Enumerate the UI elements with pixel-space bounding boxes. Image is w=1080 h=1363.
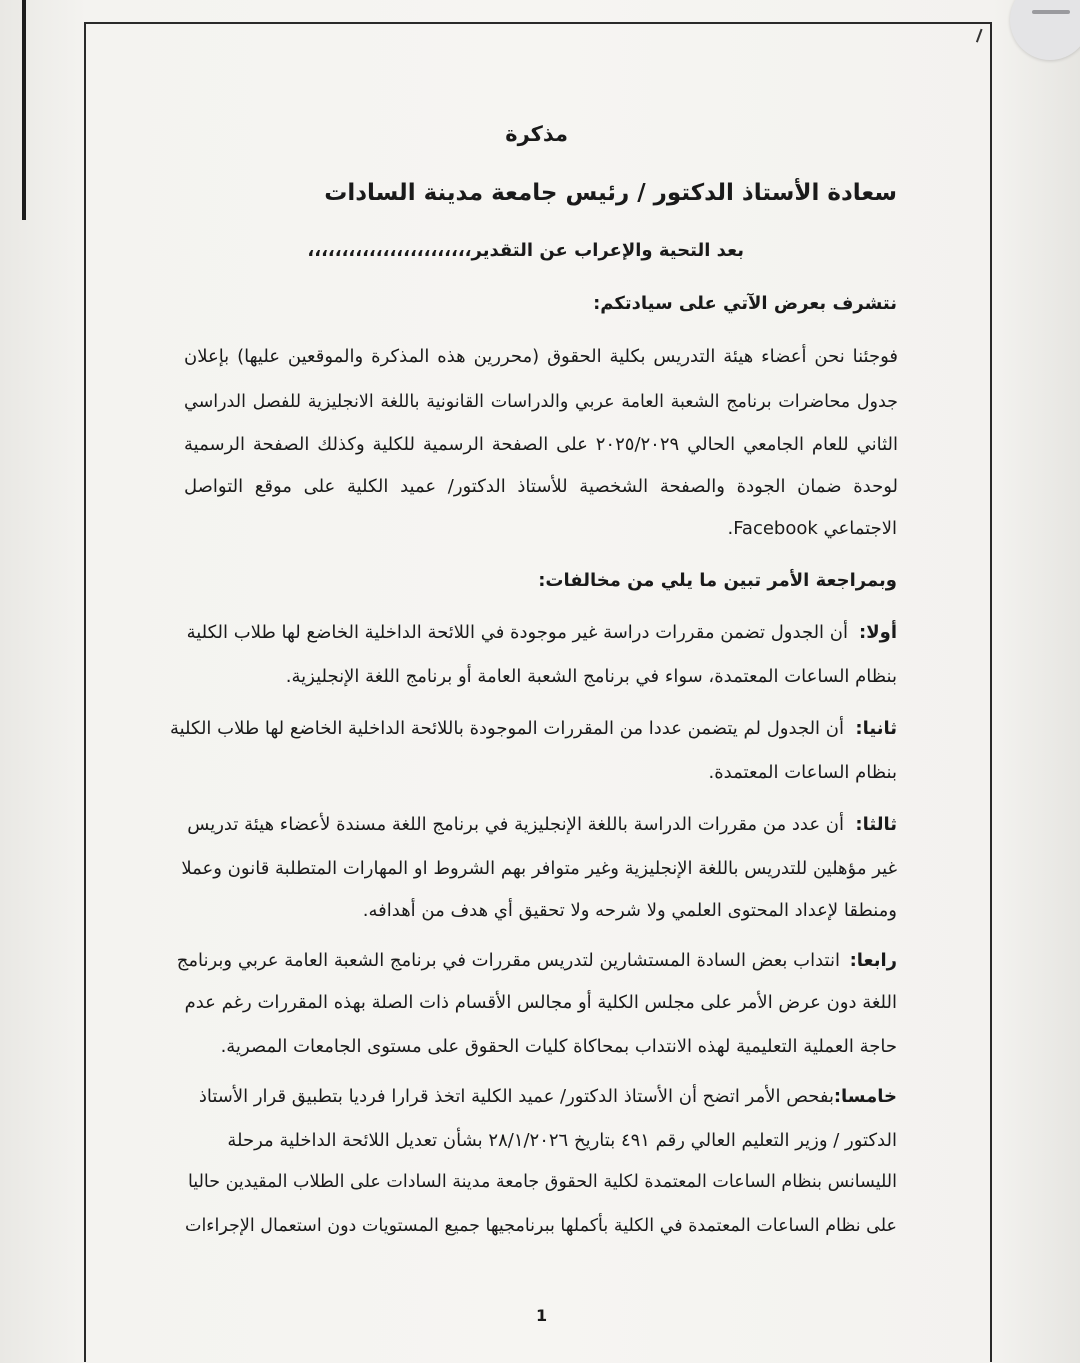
scan-edge-shadow <box>22 0 26 220</box>
intro-line: نتشرف بعرض الآتي على سيادتكم: <box>593 293 897 314</box>
page-frame <box>84 22 992 1362</box>
greeting: بعد التحية والإعراب عن التقدير،،،،،،،،،،،،،،،،،،،،،،،، <box>307 240 744 261</box>
point-line: الليسانس بنظام الساعات المعتمدة لكلية الحقوق جامعة مدينة السادات على الطلاب المقيدين حاليا <box>187 1172 897 1192</box>
point-line: بنظام الساعات المعتمدة. <box>708 762 897 783</box>
point-label-third: ثالثا: <box>855 814 897 835</box>
point-line: بفحص الأمر اتضح أن الأستاذ الدكتور/ عميد الكلية اتخذ قرارا فرديا بتطبيق قرار الأستاذ <box>198 1086 834 1107</box>
point-text: أن الجدول تضمن مقررات دراسة غير موجودة في اللائحة الداخلية الخاضع لها طلاب الكلية <box>186 622 848 643</box>
paragraph-line: فوجئنا نحن أعضاء هيئة التدريس بكلية الحقوق (محررين هذه المذكرة والموقعين عليها) بإعلان <box>184 346 898 367</box>
point-label-fourth: رابعا: <box>849 950 897 971</box>
point-label-first: أولا: <box>859 622 897 643</box>
point-line: اللغة دون عرض الأمر على مجلس الكلية أو مجالس الأقسام ذات الصلة بهذه المقررات رغم عدم <box>184 992 897 1013</box>
point-line: على نظام الساعات المعتمدة في الكلية بأكملها ببرنامجيها جميع المستويات دون استعمال الإجراءات <box>184 1216 897 1236</box>
point-line: غير مؤهلين للتدريس باللغة الإنجليزية وغير متوافر بهم الشروط او المهارات المتطلبة قانون وعملا <box>181 858 897 879</box>
point-line: بنظام الساعات المعتمدة، سواء في برنامج الشعبة العامة أو برنامج اللغة الإنجليزية. <box>285 666 897 687</box>
review-heading: وبمراجعة الأمر تبين ما يلي من مخالفات: <box>538 570 897 591</box>
paragraph-line: لوحدة ضمان الجودة والصفحة الشخصية للأستاذ الدكتور/ عميد الكلية على موقع التواصل <box>184 476 898 497</box>
point-line: الدكتور / وزير التعليم العالي رقم ٤٩١ بتاريخ ٢٨/١/٢٠٢٦ بشأن تعديل اللائحة الداخلية مرحلة <box>227 1130 897 1151</box>
memo-title: مذكرة <box>505 122 568 146</box>
point-line: أن الجدول لم يتضمن عددا من المقررات الموجودة باللائحة الداخلية الخاضع لها طلاب الكلية <box>169 718 844 739</box>
point-line: حاجة العملية التعليمية لهذه الانتداب بمحاكاة كليات الحقوق على مستوى الجامعات المصرية. <box>220 1036 897 1057</box>
point-line: أن عدد من مقررات الدراسة باللغة الإنجليزية في برنامج اللغة مسندة لأعضاء هيئة تدريس <box>187 814 844 835</box>
addressee: سعادة الأستاذ الدكتور / رئيس جامعة مدينة السادات <box>324 180 897 206</box>
point-line: انتداب بعض السادة المستشارين لتدريس مقررات في برنامج الشعبة العامة عربي وبرنامج <box>176 950 840 971</box>
point-label-second: ثانيا: <box>855 718 897 739</box>
point-label-fifth: خامسا: <box>833 1086 897 1107</box>
page-number: 1 <box>536 1306 548 1325</box>
paragraph-line: الاجتماعي Facebook. <box>727 518 897 539</box>
paragraph-line: جدول محاضرات برنامج الشعبة العامة عربي والدراسات القانونية باللغة الانجليزية للفصل الدراسي <box>184 392 898 412</box>
menu-icon <box>1032 10 1070 14</box>
paragraph-line: الثاني للعام الجامعي الحالي ٢٠٢٥/٢٠٢٩ على الصفحة الرسمية للكلية وكذلك الصفحة الرسمية <box>184 434 898 455</box>
point-line: ومنطقا لإعداد المحتوى العلمي ولا شرحه ولا تحقيق أي هدف من أهدافه. <box>362 900 897 921</box>
point-line <box>187 622 896 643</box>
